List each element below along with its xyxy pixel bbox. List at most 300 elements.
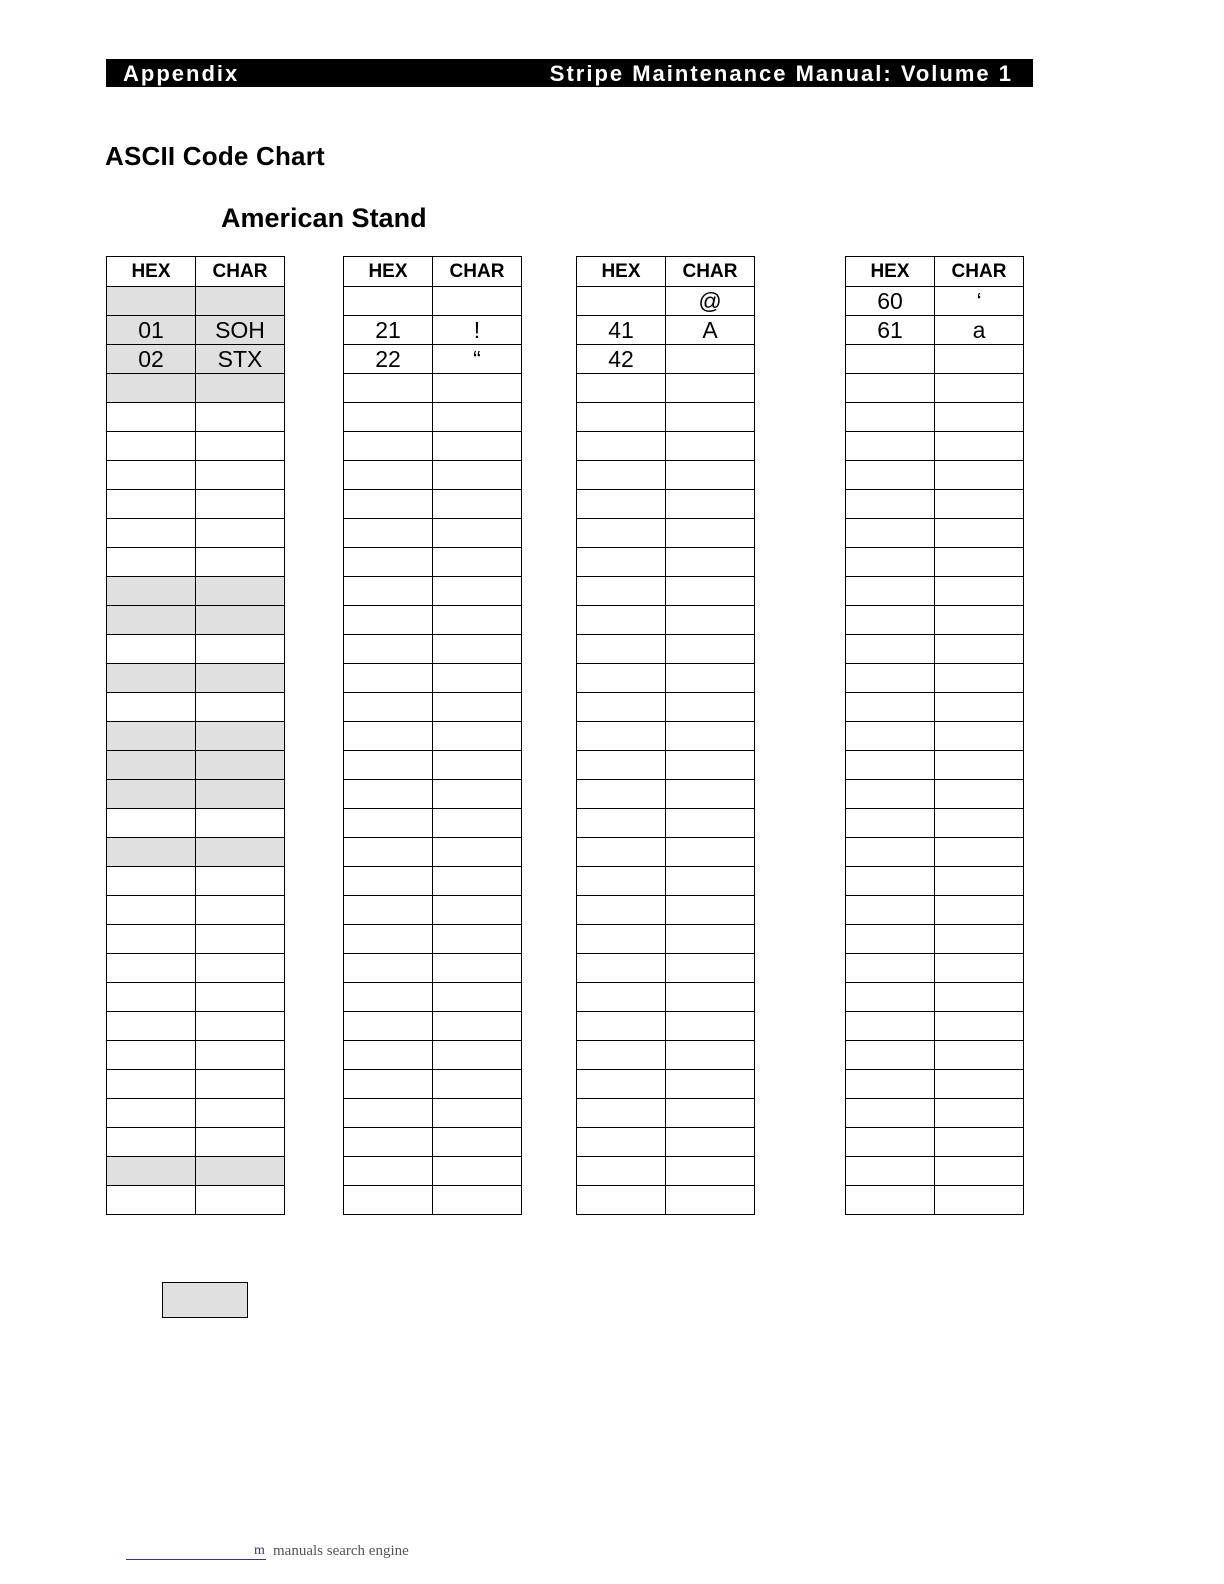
hex-cell [344,809,433,838]
char-cell [935,838,1024,867]
hex-cell [846,809,935,838]
table-row [577,896,755,925]
hex-cell [107,287,196,316]
char-cell [196,780,285,809]
hex-cell [344,693,433,722]
table-row [344,635,522,664]
hex-cell [846,635,935,664]
hex-cell [577,461,666,490]
char-cell [433,809,522,838]
hex-cell [107,925,196,954]
char-cell [935,635,1024,664]
char-cell [666,519,755,548]
char-cell [196,432,285,461]
hex-cell [577,722,666,751]
table-row [344,1157,522,1186]
table-header-row [846,257,1024,287]
char-cell [935,896,1024,925]
char-cell [666,548,755,577]
table-row [846,954,1024,983]
char-cell [196,1070,285,1099]
hex-cell [846,403,935,432]
table-row [846,577,1024,606]
header-manual-title: Stripe Maintenance Manual: Volume 1 [549,61,1013,86]
table-row [846,316,1024,345]
hex-cell [344,403,433,432]
table-row [577,461,755,490]
hex-cell [107,722,196,751]
hex-cell [577,751,666,780]
char-column-header: CHAR [196,257,285,287]
table-row [846,490,1024,519]
hex-cell [577,1012,666,1041]
ascii-table-1 [106,256,285,1215]
char-cell [196,722,285,751]
table-row [577,635,755,664]
hex-cell [107,577,196,606]
table-row [846,1099,1024,1128]
char-cell [666,722,755,751]
table-row [846,1186,1024,1215]
table-row [846,751,1024,780]
table-row [577,287,755,316]
table-row [846,896,1024,925]
char-cell [666,954,755,983]
table-row [344,490,522,519]
char-cell [196,809,285,838]
hex-cell [846,954,935,983]
table-row [107,925,285,954]
table-row [344,374,522,403]
hex-cell [577,664,666,693]
char-cell [196,954,285,983]
char-cell [935,345,1024,374]
table-row [107,403,285,432]
table-row [107,1070,285,1099]
table-row [846,983,1024,1012]
table-row [107,1157,285,1186]
hex-cell [846,1012,935,1041]
char-cell [666,664,755,693]
table-row [344,983,522,1012]
table-row [107,519,285,548]
hex-cell [344,954,433,983]
char-cell [433,693,522,722]
hex-cell [577,374,666,403]
hex-cell [344,1012,433,1041]
char-cell: @ [666,287,755,316]
table-row [107,664,285,693]
table-row [107,780,285,809]
char-cell [433,287,522,316]
table-row [107,896,285,925]
table-row [107,867,285,896]
table-row [107,1128,285,1157]
char-cell [666,345,755,374]
table-row [846,693,1024,722]
char-cell [433,403,522,432]
table-row [344,1186,522,1215]
hex-cell [577,809,666,838]
char-cell [196,664,285,693]
table-row [577,345,755,374]
hex-cell: 21 [344,316,433,345]
hex-cell [107,867,196,896]
hex-cell [107,1041,196,1070]
char-column-header: CHAR [433,257,522,287]
char-cell [666,1186,755,1215]
char-cell [935,432,1024,461]
hex-cell [344,577,433,606]
table-row [846,838,1024,867]
char-cell [935,751,1024,780]
char-cell [935,925,1024,954]
table-row [577,1070,755,1099]
hex-cell [846,1186,935,1215]
hex-cell [344,374,433,403]
table-row [107,809,285,838]
char-cell: “ [433,345,522,374]
hex-cell [846,780,935,809]
hex-cell [577,1128,666,1157]
char-cell [935,374,1024,403]
table-row [344,722,522,751]
hex-cell [846,519,935,548]
char-cell [196,577,285,606]
hex-cell [846,1157,935,1186]
chart-subtitle: American Stand [221,203,427,233]
char-cell [935,1070,1024,1099]
table-row [344,838,522,867]
hex-cell [344,1070,433,1099]
hex-cell [344,925,433,954]
table-row [846,606,1024,635]
char-cell [196,374,285,403]
char-cell [666,1012,755,1041]
table-row [344,780,522,809]
table-row [107,1099,285,1128]
char-cell [433,490,522,519]
hex-cell [344,1157,433,1186]
table-row [107,432,285,461]
hex-cell [107,1012,196,1041]
char-cell [433,1099,522,1128]
table-row [107,635,285,664]
char-cell [935,954,1024,983]
char-cell [433,1041,522,1070]
table-row [577,403,755,432]
char-cell [433,896,522,925]
hex-cell [107,1186,196,1215]
char-cell [433,780,522,809]
table-row [107,548,285,577]
char-cell [196,1012,285,1041]
table-row [577,374,755,403]
char-cell [935,1012,1024,1041]
table-row [577,432,755,461]
hex-cell [344,548,433,577]
table-row [846,809,1024,838]
char-cell [196,461,285,490]
page-title: ASCII Code Chart [105,141,325,171]
char-cell [433,925,522,954]
char-cell [935,809,1024,838]
hex-cell [577,1157,666,1186]
char-cell [935,867,1024,896]
char-cell [666,1157,755,1186]
char-cell [196,925,285,954]
footer-logo[interactable]: m [254,1543,265,1558]
table-row [577,1099,755,1128]
table-row [344,867,522,896]
char-cell [196,548,285,577]
hex-cell [107,374,196,403]
char-cell [196,1186,285,1215]
hex-cell [344,1128,433,1157]
hex-cell [344,461,433,490]
hex-cell [344,1186,433,1215]
hex-cell [577,693,666,722]
char-cell [433,1012,522,1041]
table-row [107,983,285,1012]
char-cell [433,374,522,403]
hex-cell [577,1186,666,1215]
table-row [577,664,755,693]
hex-cell [344,867,433,896]
hex-cell: 61 [846,316,935,345]
hex-cell [577,1041,666,1070]
char-cell [196,606,285,635]
table-row [846,867,1024,896]
table-row [577,1186,755,1215]
hex-cell [107,606,196,635]
char-cell [666,635,755,664]
table-row [846,432,1024,461]
hex-cell [577,287,666,316]
table-row [846,461,1024,490]
table-row [107,838,285,867]
hex-cell [577,780,666,809]
table-row [577,490,755,519]
table-row [344,548,522,577]
char-cell [196,867,285,896]
hex-cell [577,606,666,635]
char-cell [666,432,755,461]
char-cell [935,780,1024,809]
hex-cell [846,1099,935,1128]
hex-cell [344,780,433,809]
hex-cell [846,751,935,780]
table-row [577,780,755,809]
char-cell [935,1099,1024,1128]
char-cell: a [935,316,1024,345]
table-row [107,1041,285,1070]
char-cell [196,983,285,1012]
table-row [344,954,522,983]
table-row [577,1157,755,1186]
hex-cell [344,751,433,780]
table-row [107,606,285,635]
char-cell [935,1157,1024,1186]
table-row [846,1128,1024,1157]
char-cell [935,577,1024,606]
hex-cell [107,751,196,780]
char-cell [935,664,1024,693]
char-cell [935,1041,1024,1070]
char-cell [433,432,522,461]
table-row [577,606,755,635]
table-row [344,751,522,780]
hex-cell [577,925,666,954]
char-cell [666,1099,755,1128]
table-row [846,1070,1024,1099]
table-row [344,316,522,345]
char-cell [196,751,285,780]
char-cell [433,1186,522,1215]
table-row [344,809,522,838]
char-cell [433,577,522,606]
table-row [107,693,285,722]
hex-cell [344,1099,433,1128]
hex-cell [577,983,666,1012]
hex-cell [107,1157,196,1186]
table-row [577,751,755,780]
hex-cell [107,838,196,867]
table-row [577,838,755,867]
char-cell [666,867,755,896]
hex-cell [344,432,433,461]
hex-cell [577,490,666,519]
char-cell [433,548,522,577]
char-cell [666,751,755,780]
table-row [846,548,1024,577]
table-row [107,751,285,780]
table-row [846,1157,1024,1186]
header-section-label: Appendix [123,61,240,86]
hex-cell [107,403,196,432]
char-cell: A [666,316,755,345]
char-cell [935,461,1024,490]
char-cell [433,722,522,751]
hex-cell [577,954,666,983]
char-cell [196,635,285,664]
hex-column-header: HEX [344,257,433,287]
char-cell [935,519,1024,548]
table-row [846,403,1024,432]
table-row [577,1128,755,1157]
hex-cell [107,954,196,983]
hex-cell [577,896,666,925]
hex-cell [107,519,196,548]
table-row [344,1128,522,1157]
hex-cell [107,1070,196,1099]
hex-cell [577,867,666,896]
char-cell: ‘ [935,287,1024,316]
char-cell: ! [433,316,522,345]
table-row [846,519,1024,548]
hex-cell [846,693,935,722]
hex-cell [344,490,433,519]
table-row [846,374,1024,403]
table-row [344,1099,522,1128]
char-cell [666,374,755,403]
hex-cell [577,519,666,548]
table-row [577,577,755,606]
hex-cell [344,896,433,925]
char-cell [666,577,755,606]
footer-text: manuals search engine [273,1543,409,1559]
table-row [577,1041,755,1070]
hex-cell [344,287,433,316]
char-cell [666,896,755,925]
hex-cell [846,374,935,403]
hex-cell [107,983,196,1012]
table-row [577,1012,755,1041]
hex-cell [107,809,196,838]
hex-cell [344,1041,433,1070]
hex-cell [577,635,666,664]
char-cell [666,490,755,519]
table-row [344,1070,522,1099]
table-row [107,345,285,374]
char-cell [666,461,755,490]
ascii-table-3 [576,256,755,1215]
char-cell [196,519,285,548]
char-cell [433,838,522,867]
table-row [846,722,1024,751]
char-cell [935,548,1024,577]
table-row [577,519,755,548]
hex-cell [846,664,935,693]
char-cell [666,1070,755,1099]
char-cell [196,693,285,722]
table-row [344,432,522,461]
char-cell [196,287,285,316]
char-cell [935,722,1024,751]
char-cell [935,983,1024,1012]
char-cell [433,954,522,983]
char-cell [196,403,285,432]
char-cell [935,1128,1024,1157]
hex-cell: 02 [107,345,196,374]
char-cell [433,635,522,664]
hex-cell [107,432,196,461]
table-row [344,693,522,722]
hex-cell [846,838,935,867]
footer-link-underline[interactable] [126,1559,266,1560]
char-cell [666,838,755,867]
table-row [107,577,285,606]
table-row [344,606,522,635]
table-row [577,693,755,722]
table-row [344,1012,522,1041]
hex-cell [846,461,935,490]
legend-swatch [162,1282,248,1318]
hex-cell [107,635,196,664]
char-cell [196,1128,285,1157]
hex-cell [846,1041,935,1070]
char-column-header: CHAR [935,257,1024,287]
hex-cell [846,867,935,896]
table-row [107,316,285,345]
hex-cell [107,1099,196,1128]
hex-cell [344,606,433,635]
hex-cell [107,490,196,519]
char-cell: STX [196,345,285,374]
char-cell [666,809,755,838]
ascii-table-2 [343,256,522,1215]
char-cell [666,1128,755,1157]
